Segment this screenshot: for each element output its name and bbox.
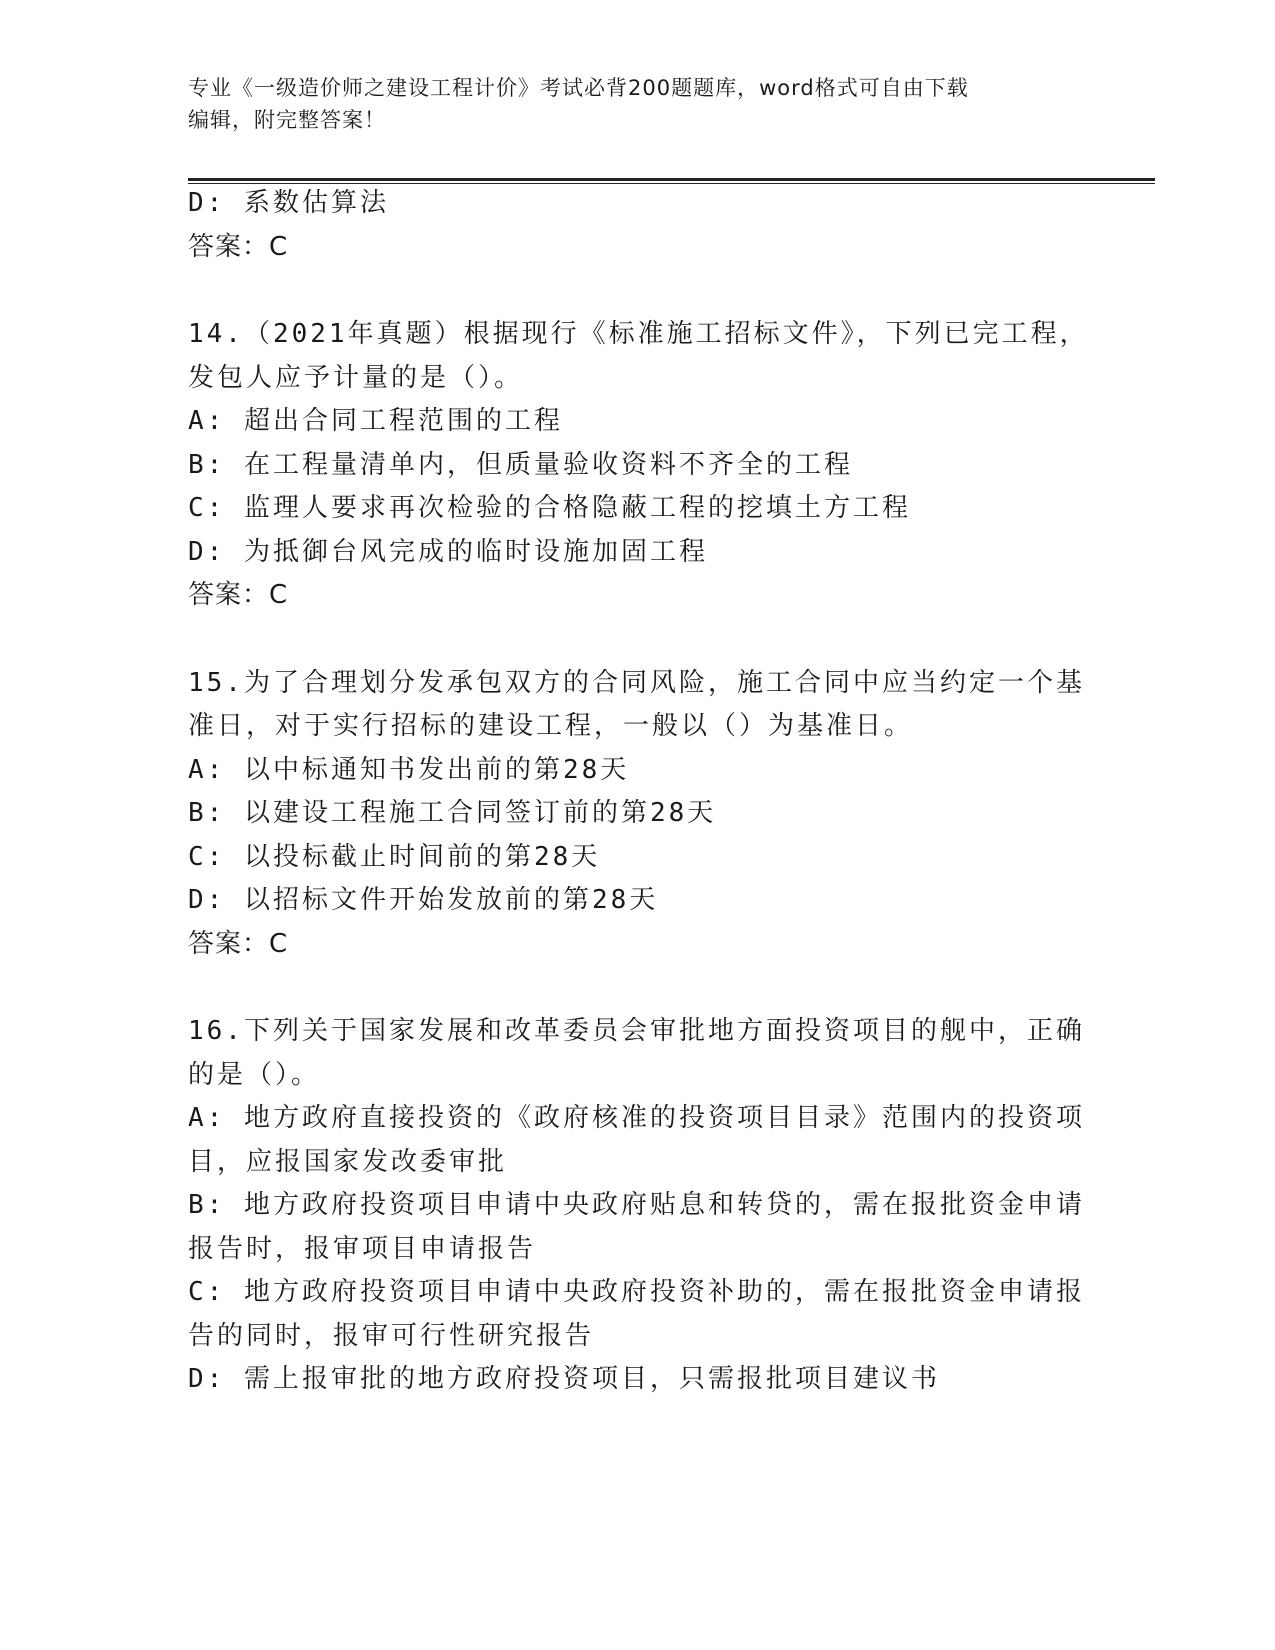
q16-option-b-line-1: B: 地方政府投资项目申请中央政府贴息和转贷的，需在报批资金申请 <box>188 1190 1085 1220</box>
q16-stem-line-1: 16.下列关于国家发展和改革委员会审批地方面投资项目的舰中，正确 <box>188 1016 1085 1046</box>
q14-option-d: D: 为抵御台风完成的临时设施加固工程 <box>188 537 708 567</box>
header-divider <box>188 178 1155 184</box>
q15-option-b: B: 以建设工程施工合同签订前的第28天 <box>188 798 717 828</box>
q15-option-d: D: 以招标文件开始发放前的第28天 <box>188 885 659 915</box>
q15-answer: 答案：C <box>188 929 289 959</box>
q16-option-d: D: 需上报审批的地方政府投资项目，只需报批项目建议书 <box>188 1364 940 1394</box>
q16-stem-line-2: 的是（）。 <box>188 1060 321 1090</box>
q13-answer: 答案：C <box>188 232 289 262</box>
q14-option-c: C: 监理人要求再次检验的合格隐蔽工程的挖填土方工程 <box>188 493 911 523</box>
q14-option-a: A: 超出合同工程范围的工程 <box>188 406 563 436</box>
q14-option-b: B: 在工程量清单内，但质量验收资料不齐全的工程 <box>188 450 853 480</box>
header-line-2: 编辑，附完整答案！ <box>188 108 386 132</box>
document-header <box>188 72 1088 136</box>
q13-option-d: D: 系数估算法 <box>188 188 389 218</box>
q16-option-c-line-1: C: 地方政府投资项目申请中央政府投资补助的，需在报批资金申请报 <box>188 1277 1085 1307</box>
q16-option-c-line-2: 告的同时，报审可行性研究报告 <box>188 1321 595 1351</box>
q16-option-b-line-2: 报告时，报审项目申请报告 <box>188 1234 537 1264</box>
q14-answer: 答案：C <box>188 580 289 610</box>
q15-stem-line-1: 15.为了合理划分发承包双方的合同风险，施工合同中应当约定一个基 <box>188 668 1085 698</box>
q15-option-a: A: 以中标通知书发出前的第28天 <box>188 755 630 785</box>
q16-option-a-line-1: A: 地方政府直接投资的《政府核准的投资项目目录》范围内的投资项 <box>188 1103 1085 1133</box>
q16-option-a-line-2: 目，应报国家发改委审批 <box>188 1147 508 1177</box>
q15-option-c: C: 以投标截止时间前的第28天 <box>188 842 601 872</box>
q14-stem-line-2: 发包人应予计量的是（）。 <box>188 363 524 393</box>
q15-stem-line-2: 准日，对于实行招标的建设工程，一般以（）为基准日。 <box>188 711 914 741</box>
q14-stem-line-1: 14.（2021年真题）根据现行《标准施工招标文件》，下列已完工程， <box>188 319 1089 349</box>
header-line-1: 专业《一级造价师之建设工程计价》考试必背200题题库，word格式可自由下载 <box>188 76 969 100</box>
